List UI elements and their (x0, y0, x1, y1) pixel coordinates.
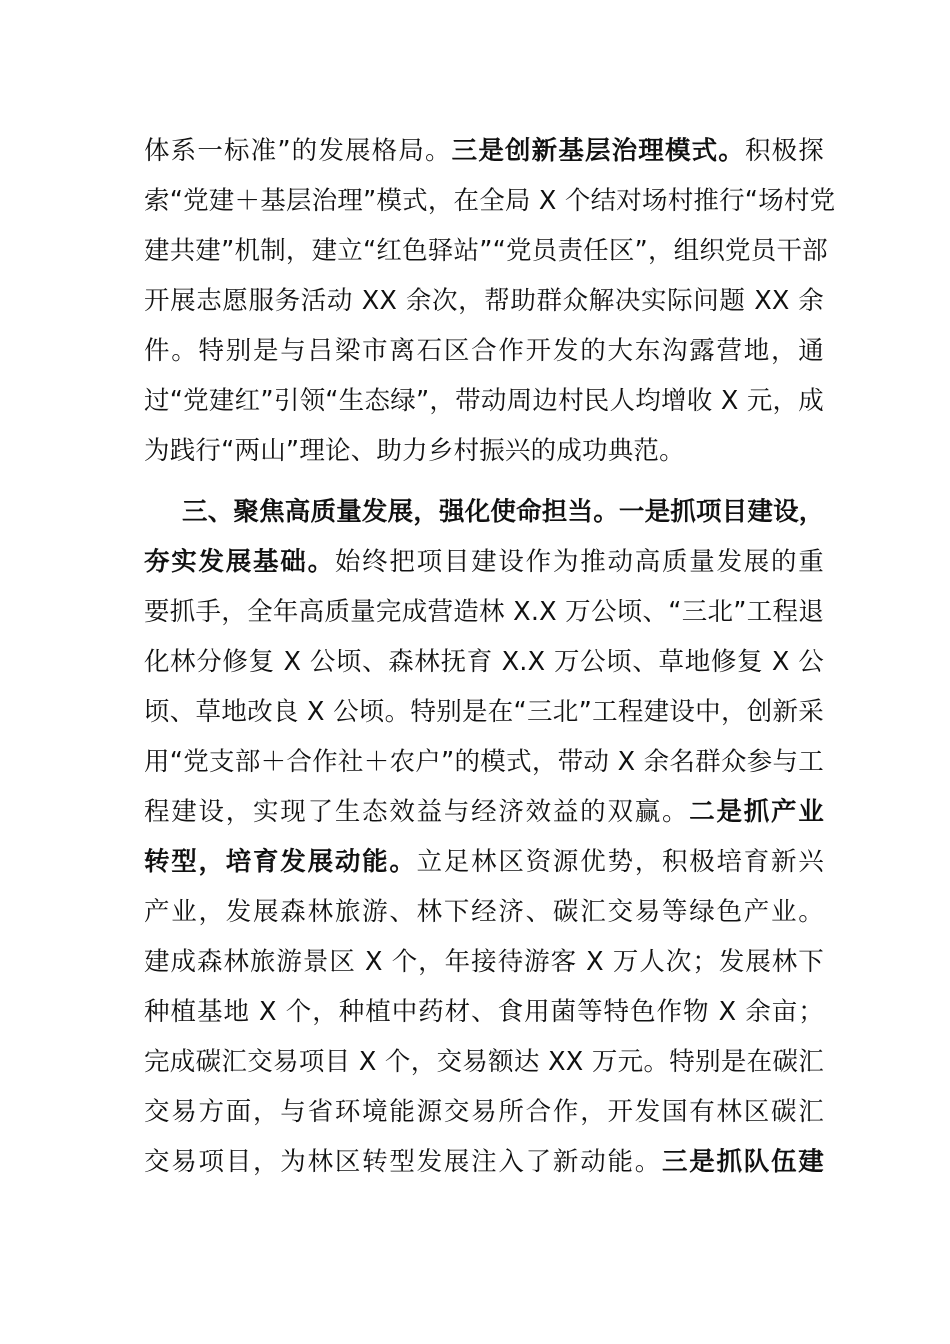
text-run: 开展志愿服务活动 XX 余次，帮助群众解决实际问题 XX 余 (144, 286, 824, 316)
text-run: 立足林区资源优势，积极培育新兴 (416, 847, 824, 877)
text-run: 建成森林旅游景区 X 个，年接待游客 X 万人次；发展林下 (144, 947, 824, 977)
bold-heading-run: 转型，培育发展动能。 (144, 847, 417, 877)
text-run: 要抓手，全年高质量完成营造林 X.X 万公顷、“三北”工程退 (144, 597, 824, 627)
text-run: 完成碳汇交易项目 X 个，交易额达 XX 万元。特别是在碳汇 (144, 1047, 824, 1077)
text-line (144, 844, 824, 880)
text-line (144, 544, 824, 580)
text-run: 索“党建＋基层治理”模式，在全局 X 个结对场村推行“场村党 (144, 186, 836, 216)
text-line (144, 644, 824, 680)
text-line (144, 1044, 824, 1080)
text-run: 交易方面，与省环境能源交易所合作，开发国有林区碳汇 (144, 1097, 824, 1127)
text-line (144, 283, 824, 319)
text-line (144, 1094, 824, 1130)
bold-heading-run: 三是抓队伍建 (661, 1147, 824, 1177)
text-line (144, 333, 824, 369)
text-run: 产业，发展森林旅游、林下经济、碳汇交易等绿色产业。 (144, 897, 824, 927)
bold-heading-run: 二是抓产业 (689, 797, 824, 827)
text-line (144, 794, 824, 830)
text-line (144, 233, 828, 269)
text-run: 交易项目，为林区转型发展注入了新动能。 (144, 1147, 662, 1177)
text-run: 种植基地 X 个，种植中药材、食用菌等特色作物 X 余亩； (144, 997, 824, 1027)
text-run: 件。特别是与吕梁市离石区合作开发的大东沟露营地，通 (144, 336, 824, 366)
text-line (144, 183, 836, 219)
text-run: 顷、草地改良 X 公顷。特别是在“三北”工程建设中，创新采 (144, 697, 824, 727)
text-line (144, 744, 824, 780)
text-run: 为践行“两山”理论、助力乡村振兴的成功典范。 (144, 436, 685, 466)
text-line (144, 594, 824, 630)
text-line (144, 433, 824, 469)
text-line (144, 133, 824, 169)
text-run: 程建设，实现了生态效益与经济效益的双赢。 (144, 797, 690, 827)
text-line (144, 894, 824, 930)
text-line (144, 694, 824, 730)
text-line (144, 383, 824, 419)
text-run: 建共建”机制，建立“红色驿站”“党员责任区”，组织党员干部 (144, 236, 828, 266)
bold-heading-run: 三是创新基层治理模式。 (451, 136, 745, 166)
bold-heading-run: 夯实发展基础。 (144, 547, 335, 577)
text-run: 化林分修复 X 公顷、森林抚育 X.X 万公顷、草地修复 X 公 (144, 647, 824, 677)
text-line (144, 994, 824, 1030)
section-heading-line (182, 494, 824, 530)
text-run: 过“党建红”引领“生态绿”，带动周边村民人均增收 X 元，成 (144, 386, 824, 416)
text-line (144, 944, 824, 980)
text-run: 积极探 (744, 136, 824, 166)
section-heading: 三、聚焦高质量发展，强化使命担当。一是抓项目建设， (182, 497, 825, 527)
text-run: 始终把项目建设作为推动高质量发展的重 (334, 547, 824, 577)
text-run: 用“党支部＋合作社＋农户”的模式，带动 X 余名群众参与工 (144, 747, 824, 777)
text-run: 体系一标准”的发展格局。 (144, 136, 452, 166)
text-line (144, 1144, 824, 1180)
